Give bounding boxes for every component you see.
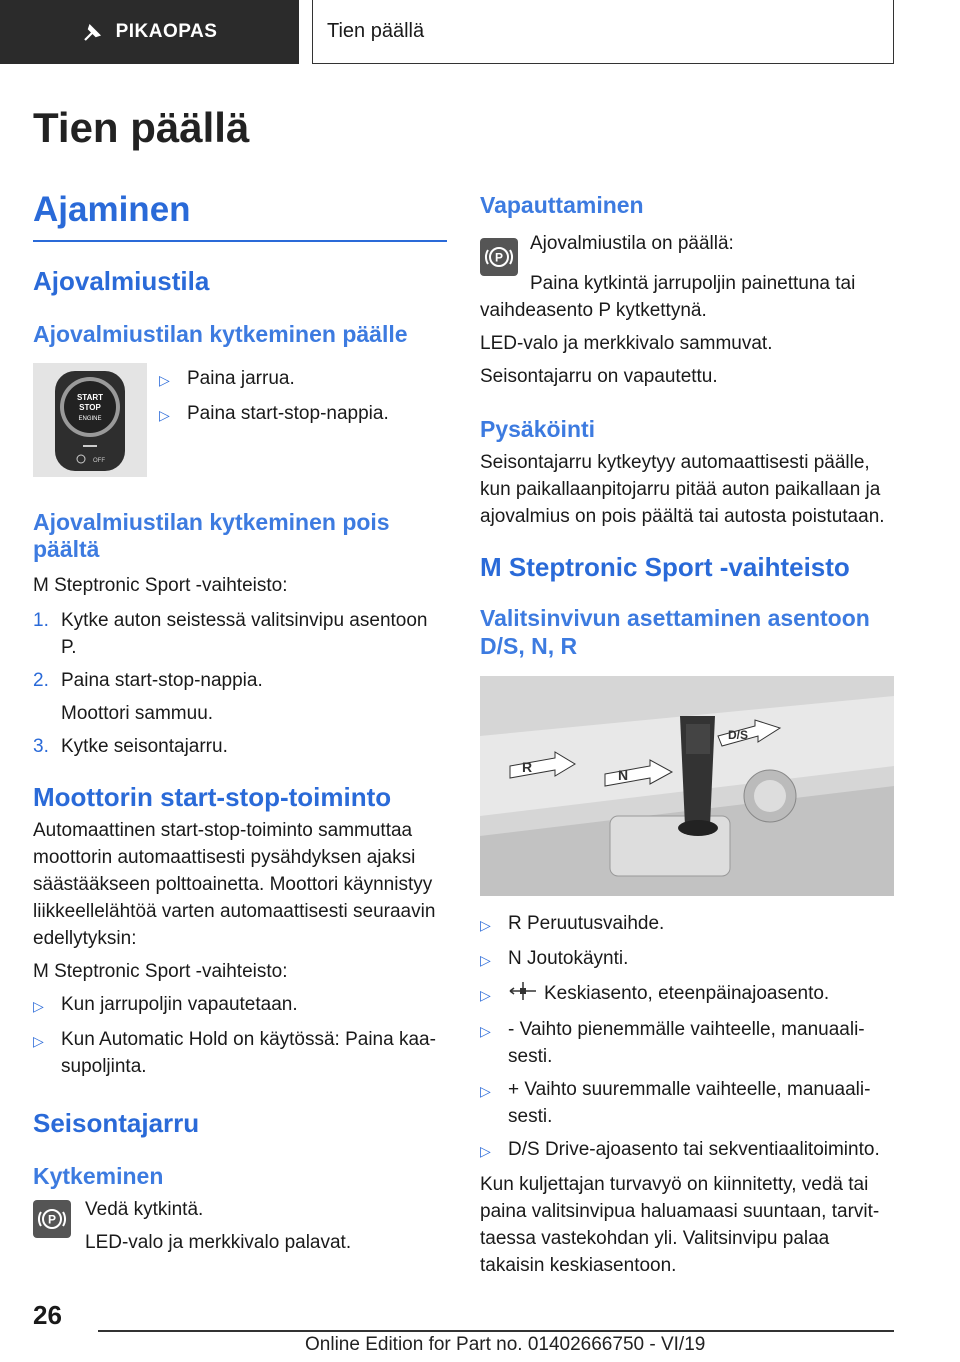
section-tab-label: Tien päällä (327, 20, 425, 42)
quick-guide-tab[interactable] (0, 0, 299, 64)
heading-driving: Ajaminen (33, 190, 191, 229)
neutral-label: N (618, 767, 629, 784)
triangle-bullet-icon: ▷ (480, 987, 491, 1004)
start-label: START (76, 392, 104, 402)
edition-text: Online Edition for Part no. 01402666750 - VI/19 (305, 1334, 706, 1355)
heading-ready-off: Ajovalmiustilan kytkeminen pois päältä (33, 508, 390, 563)
closing-paragraph: Kun kuljettajan turvavyö on kiinnitetty, vedä tai paina valitsinvipua haluamaasi suuntaan, tarvittaessa vastekohdan yli. Valitsinvipu palaa takaisin keskiasentoon. (480, 1174, 880, 1277)
svg-text:P: P (47, 1212, 57, 1227)
triangle-bullet-icon: ▷ (33, 997, 44, 1014)
step-item: Moottori sammuu. (61, 702, 214, 724)
page-number: 26 (33, 1300, 62, 1330)
list-item: ▷ Kun Automatic Hold on käytössä: Paina kaasupoljinta. (33, 1026, 447, 1080)
list-item: ▷ N Joutokäynti. (480, 945, 894, 974)
right-column (480, 190, 894, 1279)
step-item: 3. Kytke seisontajarru. (33, 735, 228, 757)
heading-drive-ready: Ajovalmiustila (33, 266, 210, 296)
heading-selector: Valitsinvivun asettaminen asentoon D/S, N, R (480, 605, 870, 659)
triangle-bullet-icon: ▷ (480, 1083, 491, 1100)
off-intro: M Steptronic Sport -vaihteisto: (33, 574, 288, 596)
triangle-bullet-icon: ▷ (480, 917, 491, 934)
triangle-bullet-icon: ▷ (159, 406, 170, 423)
heading-start-stop: Moottorin start-stop-toiminto (33, 781, 392, 812)
heading-ready-on: Ajovalmiustilan kytkeminen päälle (33, 321, 408, 347)
shift-direction-icon (508, 980, 544, 1010)
engage-line: LED-valo ja merkkivalo palavat. (85, 1232, 352, 1254)
list-item: ▷ Kun jarrupoljin vapautetaan. (33, 991, 447, 1020)
page-title: Tien päällä (33, 104, 250, 151)
triangle-bullet-icon: ▷ (159, 371, 170, 388)
engage-block (33, 1200, 447, 1256)
engine-label: ENGINE (78, 415, 102, 422)
release-led: LED-valo ja merkkivalo sammuvat. (480, 332, 773, 354)
step-item: 2. Paina start-stop-nappia. (33, 669, 263, 691)
heading-parking-brake: Seisontajarru (33, 1107, 200, 1138)
pin-icon (82, 21, 104, 43)
release-instruction: Paina kytkintä jarrupoljin painettuna tai vaihdeasento P kytkettynä. (480, 272, 856, 321)
list-item: ▷ Paina start-stop-nappia. (159, 400, 389, 429)
parking-paragraph: Seisontajarru kytkeytyy automaattisesti päälle, kun paikallaanpitojarru pitää auton paikallaan ja ajovalmius on pois päältä tai autosta poistutaan. (480, 452, 885, 528)
heading-engage: Kytkeminen (33, 1162, 164, 1189)
reverse-label: R (522, 759, 533, 776)
heading-transmission: M Steptronic Sport -vaihteisto (480, 552, 850, 583)
triangle-bullet-icon: ▷ (33, 1032, 44, 1049)
parking-brake-icon (480, 238, 518, 276)
svg-text:P: P (494, 250, 504, 265)
left-column (33, 190, 447, 1256)
quick-guide-label: PIKAOPAS (115, 21, 218, 42)
triangle-bullet-icon: ▷ (480, 1143, 491, 1160)
off-label: OFF (93, 457, 105, 464)
drive-label: D/S (728, 728, 749, 743)
step-item: 1. Kytke auton seistessä valitsinvipu asentoon P. (33, 609, 428, 658)
gear-selector-image (480, 676, 894, 896)
start-stop-block (33, 363, 447, 477)
start-stop-image (33, 363, 147, 477)
list-item: ▷ D/S Drive-ajoasento tai sekventiaalitoiminto. (480, 1136, 894, 1165)
heading-rule (33, 240, 447, 242)
engage-line: Vedä kytkintä. (85, 1199, 204, 1221)
release-line: Ajovalmiustila on päällä: (530, 232, 734, 254)
release-done: Seisontajarru on vapautettu. (480, 365, 718, 387)
list-item: ▷ + Vaihto suuremmalle vaihteelle, manuaalisesti. (480, 1076, 894, 1130)
section-tab[interactable] (312, 0, 894, 64)
footer-rule (98, 1330, 894, 1332)
list-item: ▷ R Peruutusvaihde. (480, 910, 894, 939)
heading-release: Vapauttaminen (480, 192, 644, 218)
stop-label: STOP (79, 402, 101, 412)
triangle-bullet-icon: ▷ (480, 1023, 491, 1040)
start-stop-intro: M Steptronic Sport -vaihteisto: (33, 960, 288, 982)
gear-list (480, 910, 894, 1165)
list-item: ▷ Paina jarrua. (159, 365, 389, 394)
start-stop-paragraph: Automaattinen start-stop-toiminto sammuttaa moottorin automaattisesti pysähdyksen ajaksi säästääkseen polttoainetta. Moottori käynnistyy liikkeellelähtöä varten automaattisesti seuraavin edellytyksin: (33, 819, 436, 949)
list-item: ▷ - Vaihto pienemmälle vaihteelle, manuaalisesti. (480, 1016, 894, 1070)
triangle-bullet-icon: ▷ (480, 952, 491, 969)
parking-brake-icon (33, 1200, 71, 1238)
list-item: ▷ Keskiasento, eteenpäinajoasento. (480, 980, 894, 1010)
off-steps (33, 607, 447, 760)
heading-parking: Pysäköinti (480, 415, 596, 442)
